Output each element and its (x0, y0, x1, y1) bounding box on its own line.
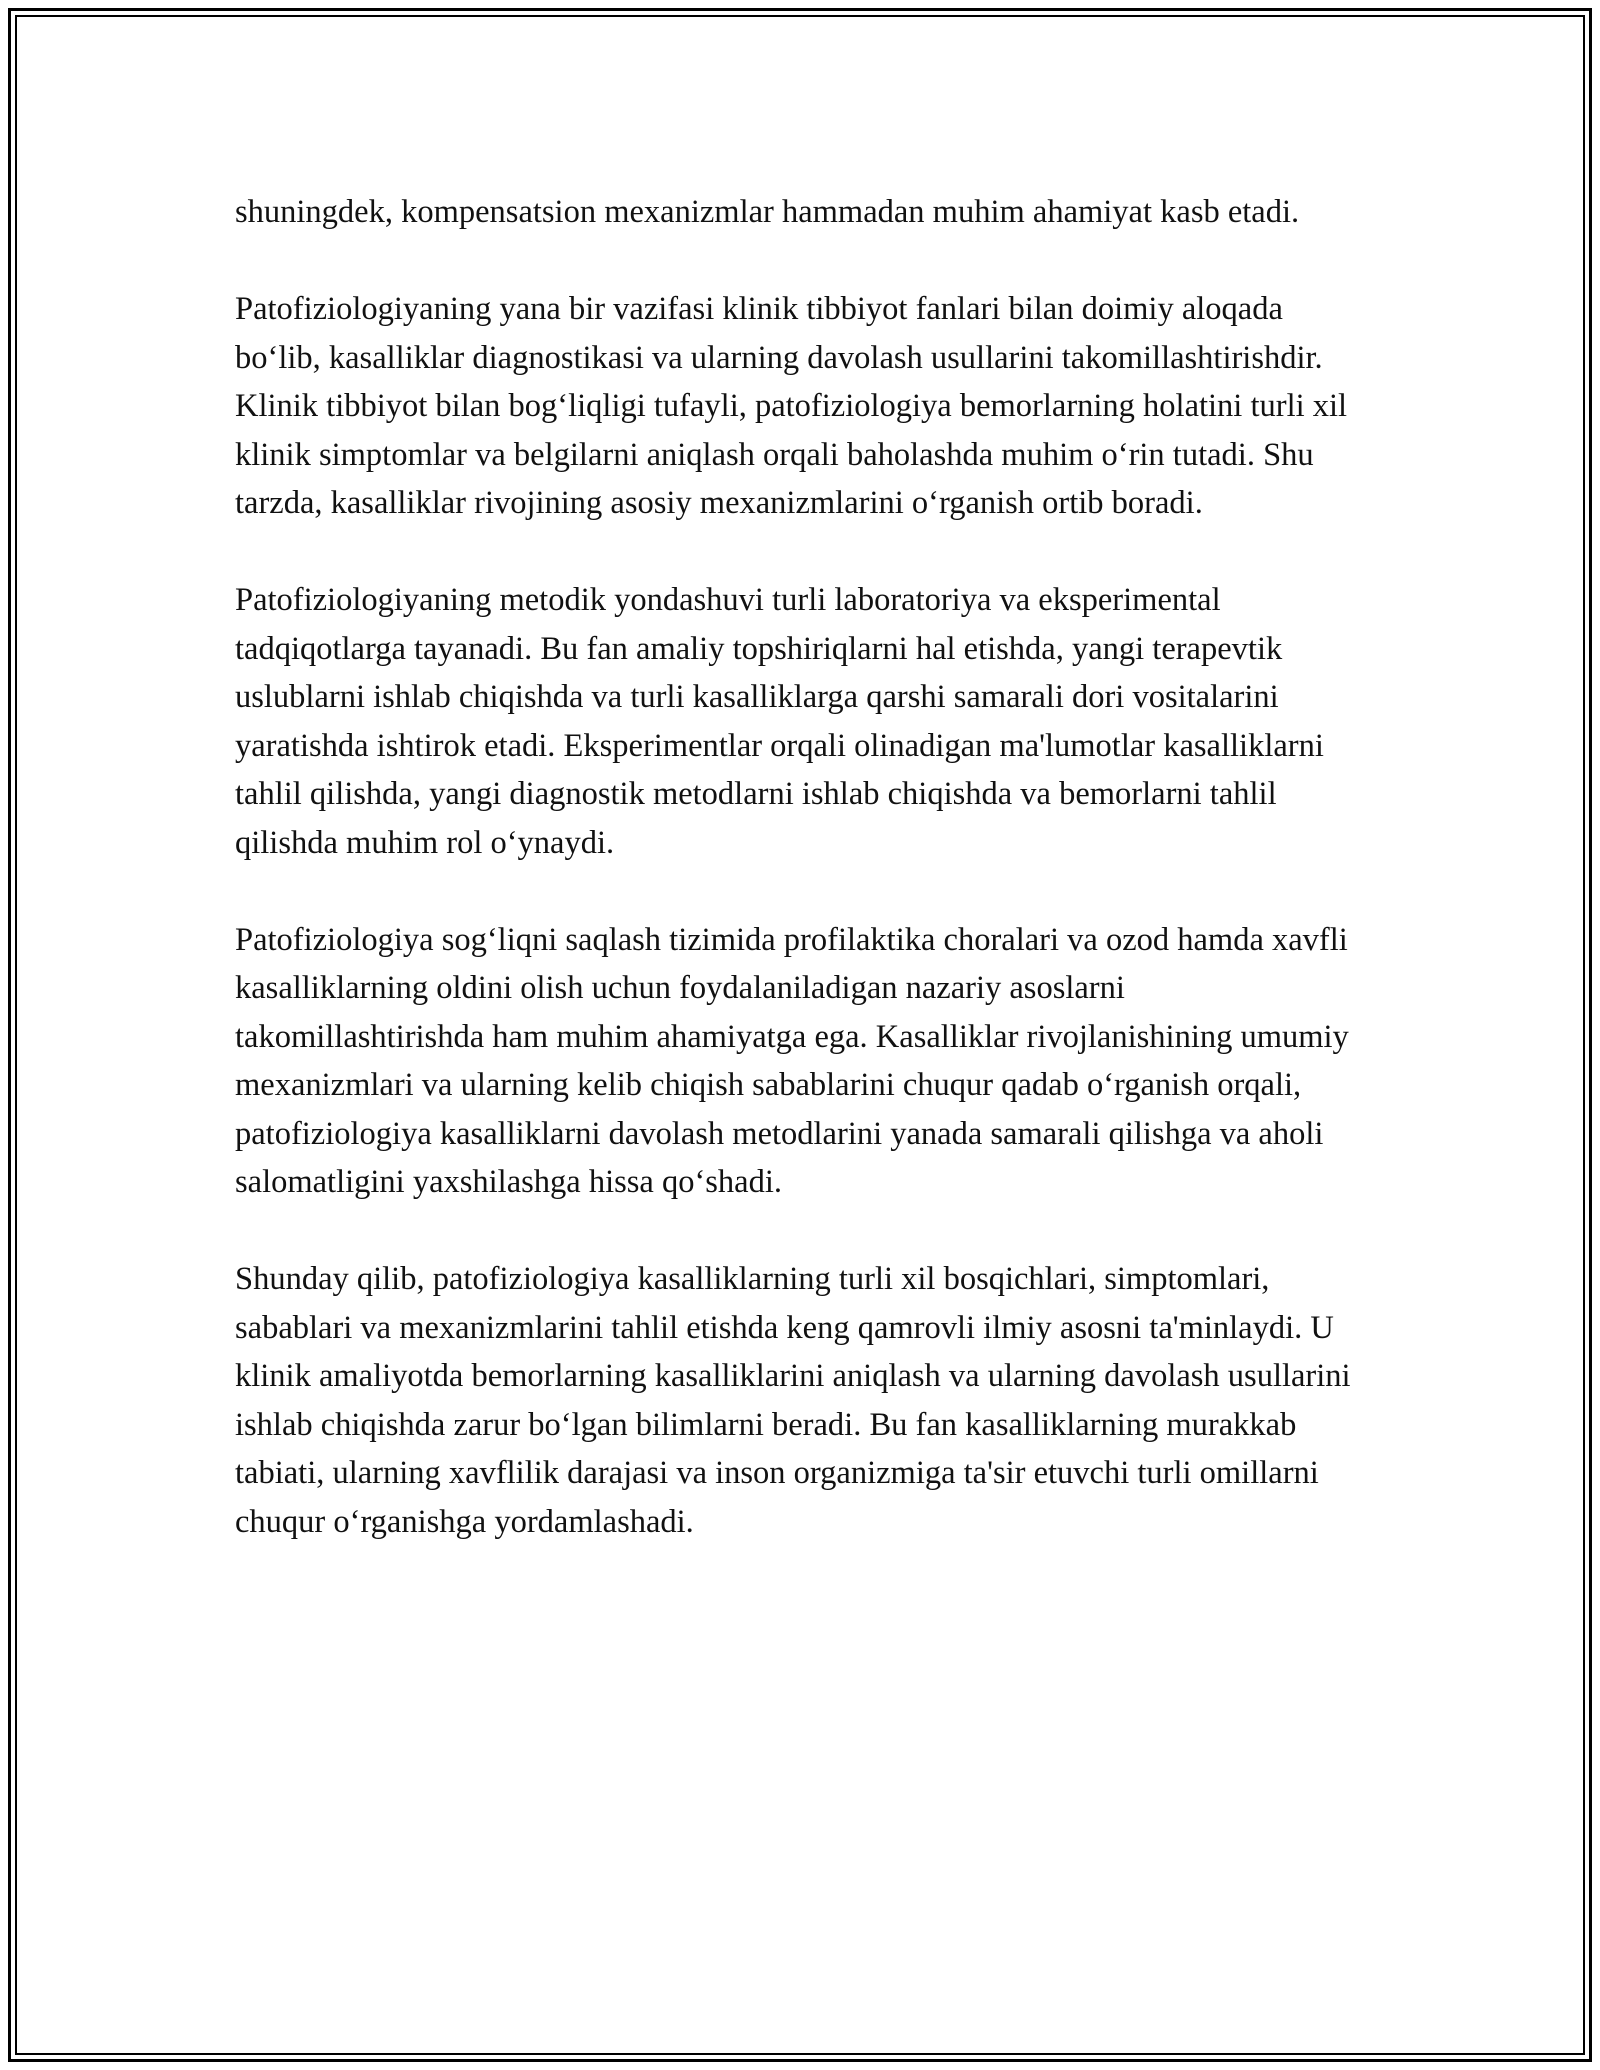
paragraph: Patofiziologiyaning yana bir vazifasi klinik tibbiyot fanlari bilan doimiy aloqada bo‘lib, kasalliklar diagnostikasi va ularning davolash usullarini takomillashtirishdir. Klinik tibbiyot bilan bog‘liqligi tufayli, patofiziologiya bemorlarning holatini turli xil klinik simptomlar va belgilarni aniqlash orqali baholashda muhim o‘rin tutadi. Shu tarzda, kasalliklar rivojining asosiy mexanizmlarini o‘rganish ortib boradi. (235, 291, 1348, 521)
paragraph: Patofiziologiya sog‘liqni saqlash tizimida profilaktika choralari va ozod hamda xavfli kasalliklarning oldini olish uchun foydalaniladigan nazariy asoslarni takomillashtirishda ham muhim ahamiyatga ega. Kasalliklar rivojlanishining umumiy mexanizmlari va ularning kelib chiqish sabablarini chuqur qadab o‘rganish orqali, patofiziologiya kasalliklarni davolash metodlarini yanada samarali qilishga va aholi salomatligini yaxshilashga hissa qo‘shadi. (235, 921, 1349, 1200)
paragraph: shuningdek, kompensatsion mexanizmlar hammadan muhim ahamiyat kasb etadi. (235, 194, 1300, 230)
document-body (235, 188, 1375, 1595)
paragraph: Shunday qilib, patofiziologiya kasalliklarning turli xil bosqichlari, simptomlari, sabablari va mexanizmlarini tahlil etishda keng qamrovli ilmiy asosni ta'minlaydi. U klinik amaliyotda bemorlarning kasalliklarini aniqlash va ularning davolash usullarini ishlab chiqishda zarur bo‘lgan bilimlarni beradi. Bu fan kasalliklarning murakkab tabiati, ularning xavflilik darajasi va inson organizmiga ta'sir etuvchi turli omillarni chuqur o‘rganishga yordamlashadi. (235, 1261, 1351, 1540)
paragraph: Patofiziologiyaning metodik yondashuvi turli laboratoriya va eksperimental tadqiqotlarga tayanadi. Bu fan amaliy topshiriqlarni hal etishda, yangi terapevtik uslublarni ishlab chiqishda va turli kasalliklarga qarshi samarali dori vositalarini yaratishda ishtirok etadi. Eksperimentlar orqali olinadigan ma'lumotlar kasalliklarni tahlil qilishda, yangi diagnostik metodlarni ishlab chiqishda va bemorlarni tahlil qilishda muhim rol o‘ynaydi. (235, 582, 1324, 861)
